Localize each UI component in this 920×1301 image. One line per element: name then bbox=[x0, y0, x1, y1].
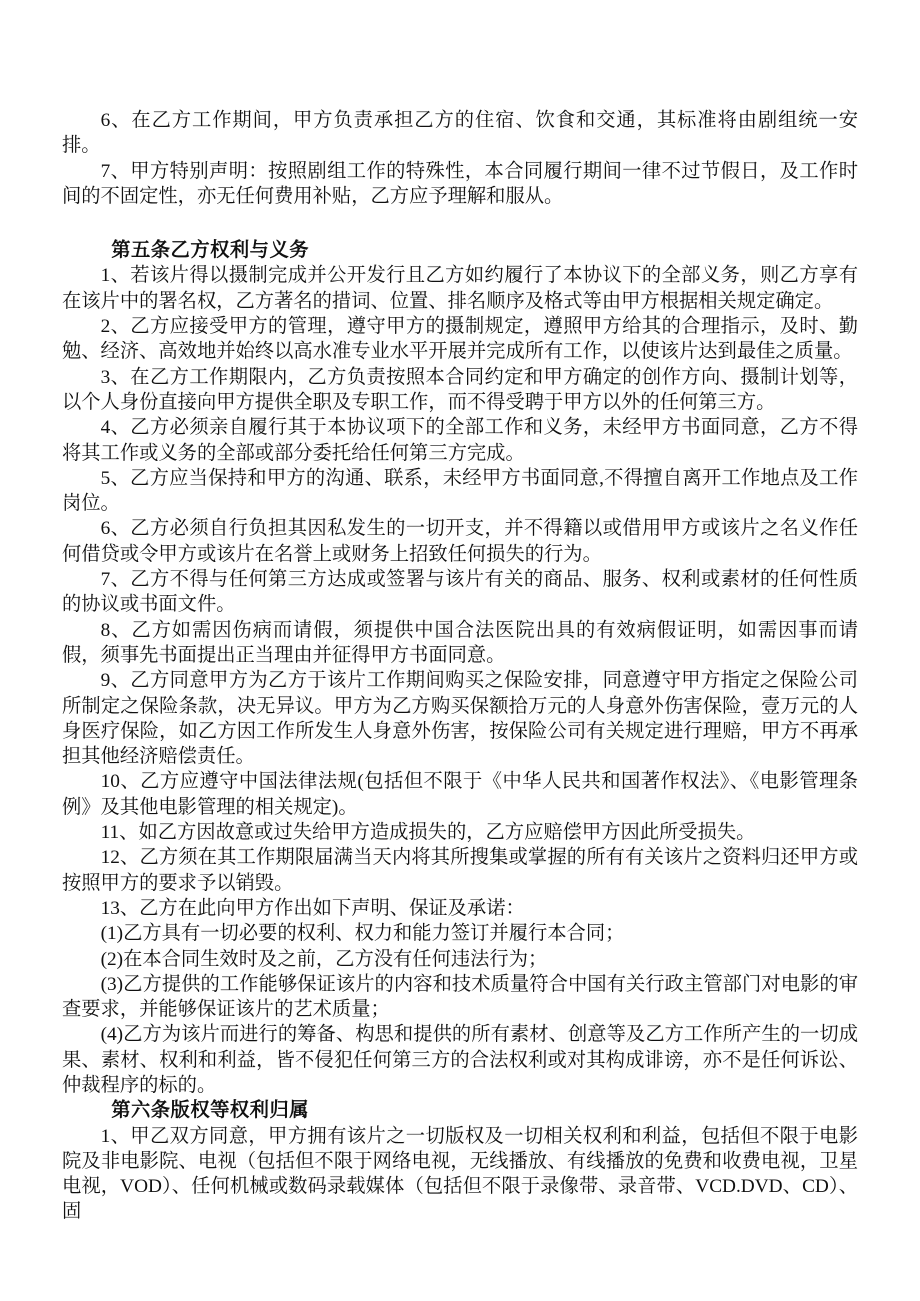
contract-paragraph: 9、乙方同意甲方为乙方于该片工作期间购买之保险安排，同意遵守甲方指定之保险公司所制定之保险条款，决无异议。甲方为乙方购买保额拾万元的人身意外伤害保险，壹万元的人身医疗保险，如乙方因工作所发生人身意外伤害，按保险公司有关规定进行理赔，甲方不再承担其他经济赔偿责任。 bbox=[62, 670, 858, 768]
contract-paragraph: 11、如乙方因故意或过失给甲方造成损失的，乙方应赔偿甲方因此所受损失。 bbox=[100, 822, 756, 844]
contract-paragraph: 3、在乙方工作期限内，乙方负责按照本合同约定和甲方确定的创作方向、摄制计划等，以个人身份直接向甲方提供全职及专职工作，而不得受聘于甲方以外的任何第三方。 bbox=[62, 366, 858, 413]
contract-subitem: (1)乙方具有一切必要的权利、权力和能力签订并履行本合同； bbox=[100, 923, 625, 945]
contract-body bbox=[62, 108, 858, 1225]
contract-paragraph: 6、乙方必须自行负担其因私发生的一切开支，并不得籍以或借用甲方或该片之名义作任何借贷或令甲方或该片在名誉上或财务上招致任何损失的行为。 bbox=[62, 518, 858, 565]
contract-paragraph: 1、甲乙双方同意，甲方拥有该片之一切版权及一切相关权利和利益，包括但不限于电影院及非电影院、电视（包括但不限于网络电视，无线播放、有线播放的免费和收费电视，卫星电视，VOD）、任何机械或数码录载媒体（包括但不限于录像带、录音带、VCD.DVD、CD）、固 bbox=[62, 1125, 858, 1223]
contract-paragraph: 10、乙方应遵守中国法律法规(包括但不限于《中华人民共和国著作权法》、《电影管理条例》及其他电影管理的相关规定)。 bbox=[62, 771, 858, 818]
contract-paragraph: 2、乙方应接受甲方的管理，遵守甲方的摄制规定，遵照甲方给其的合理指示，及时、勤勉、经济、高效地并始终以高水准专业水平开展并完成所有工作，以使该片达到最佳之质量。 bbox=[62, 316, 858, 363]
contract-paragraph: 7、乙方不得与任何第三方达成或签署与该片有关的商品、服务、权利或素材的任何性质的协议或书面文件。 bbox=[62, 569, 858, 616]
contract-paragraph: 5、乙方应当保持和甲方的沟通、联系，未经甲方书面同意,不得擅自离开工作地点及工作岗位。 bbox=[62, 467, 858, 515]
contract-paragraph: 1、若该片得以摄制完成并公开发行且乙方如约履行了本协议下的全部义务，则乙方享有在该片中的署名权，乙方著名的措词、位置、排名顺序及格式等由甲方根据相关规定确定。 bbox=[62, 265, 858, 312]
contract-subitem: (3)乙方提供的工作能够保证该片的内容和技术质量符合中国有关行政主管部门对电影的审查要求，并能够保证该片的艺术质量； bbox=[62, 973, 858, 1021]
section-heading-article-6: 第六条版权等权利归属 bbox=[111, 1100, 310, 1122]
contract-paragraph: 6、在乙方工作期间，甲方负责承担乙方的住宿、饮食和交通，其标准将由剧组统一安排。 bbox=[62, 110, 858, 157]
contract-paragraph: 12、乙方须在其工作期限届满当天内将其所搜集或掌握的所有有关该片之资料归还甲方或按照甲方的要求予以销毁。 bbox=[62, 847, 858, 894]
contract-subitem: (4)乙方为该片而进行的筹备、构思和提供的所有素材、创意等及乙方工作所产生的一切成果、素材、权利和利益，皆不侵犯任何第三方的合法权利或对其构成诽谤，亦不是任何诉讼、仲裁程序的标的。 bbox=[62, 1024, 858, 1096]
contract-paragraph: 4、乙方必须亲自履行其于本协议项下的全部工作和义务，未经甲方书面同意，乙方不得将其工作或义务的全部或部分委托给任何第三方完成。 bbox=[62, 417, 858, 464]
contract-paragraph: 8、乙方如需因伤病而请假，须提供中国合法医院出具的有效病假证明，如需因事而请假，须事先书面提出正当理由并征得甲方书面同意。 bbox=[62, 619, 858, 666]
section-heading-article-5: 第五条乙方权利与义务 bbox=[111, 240, 310, 262]
contract-paragraph: 7、甲方特别声明：按照剧组工作的特殊性，本合同履行期间一律不过节假日，及工作时间的不固定性，亦无任何费用补贴，乙方应予理解和服从。 bbox=[62, 160, 858, 207]
contract-subitem: (2)在本合同生效时及之前，乙方没有任何违法行为； bbox=[100, 948, 548, 970]
contract-paragraph: 13、乙方在此向甲方作出如下声明、保证及承诺： bbox=[100, 897, 525, 919]
